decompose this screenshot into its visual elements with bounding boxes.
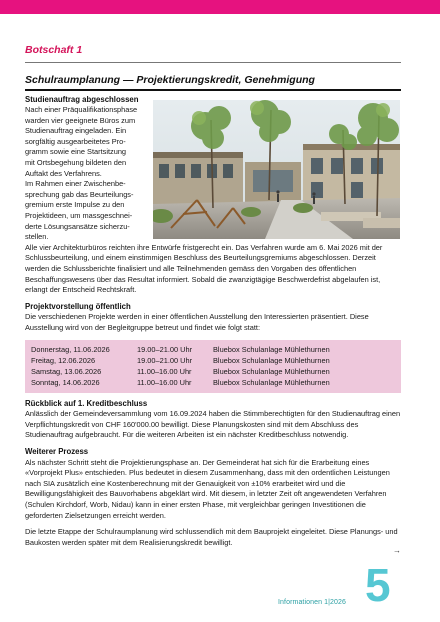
study-line: mit Ortsbegehung bildeten den bbox=[25, 158, 127, 168]
study-heading: Studienauftrag abgeschlossen bbox=[25, 94, 139, 104]
study-line: gramm sowie eine Startsitzung bbox=[25, 147, 127, 157]
headline-divider bbox=[25, 89, 401, 91]
process-text: Als nächster Schritt steht die Projektierungsphase an. Der Gemeinderat hat sich für die Erarbeitung eines «Vorprojekt Plus» entschieden. Plus bedeutet in diesem Zusammenhang, dass mit den ordentlichen Leistungen nach SIA zusätzlich eine Kostenberechnung mit der Genauigkeit von ±10% erarbeitet wird und die Bewilligungsfähigkeit des Bauvorhabens abgeklärt wird. Mit diesem, in letzter Zeit oft angewendeten Verfahren (Schulen Kirchdorf, Worb, Nidau) kann in einer ersten Phase, mit vergleichbar geringen Investitionen die geforderten Zielsetzungen erreicht werden. bbox=[25, 457, 390, 520]
study-line: sorgfältig ausgearbeitetes Pro- bbox=[25, 136, 126, 146]
exhibition-schedule bbox=[25, 340, 401, 393]
schedule-row bbox=[31, 377, 395, 388]
continue-arrow-icon: → bbox=[393, 546, 401, 555]
footer-publication: Informationen 1|2026 bbox=[278, 599, 347, 606]
schedule-place: Bluebox Schulanlage Mühlethurnen bbox=[213, 366, 330, 376]
study-lines bbox=[25, 105, 147, 243]
article bbox=[25, 44, 401, 548]
study-line: derte Lösungsansätze sicherzu- bbox=[25, 221, 130, 231]
schedule-day: Donnerstag, 11.06.2026 bbox=[31, 344, 110, 354]
schedule-row bbox=[31, 344, 395, 355]
schedule-time: 19.00–21.00 Uhr bbox=[137, 355, 193, 365]
study-continuation: Alle vier Architekturbüros reichten ihre Entwürfe fristgerecht ein. Das Verfahren wurde am 6. Mai 2026 mit der Schlussbeurteilung, und einem einstimmigen Beschluss des Beurteilungsgremiums abgeschlossen. Derzeit werden die Schlussberichte finalisiert und alle Teilnehmenden gemäss den Vorgaben des öffentlichen Beschaffungswesens über das Resultat informiert. Sobald die zwanzigtägige Beschwerdefrist abgelaufen ist, erlangt der Entscheid Rechtskraft. bbox=[25, 242, 383, 295]
exhibition-section bbox=[25, 302, 401, 334]
study-line: Nach einer Präqualifikationsphase bbox=[25, 105, 138, 115]
exhibition-heading: Projektvorstellung öffentlich bbox=[25, 301, 131, 311]
schedule-row bbox=[31, 355, 395, 366]
schedule-place: Bluebox Schulanlage Mühlethurnen bbox=[213, 355, 330, 365]
study-line: Im Rahmen einer Zwischenbe- bbox=[25, 179, 126, 189]
process-section bbox=[25, 447, 401, 548]
study-line: gremium erste Impulse zu den bbox=[25, 200, 125, 210]
review-section bbox=[25, 399, 401, 441]
schedule-day: Freitag, 12.06.2026 bbox=[31, 355, 96, 365]
schedule-place: Bluebox Schulanlage Mühlethurnen bbox=[213, 344, 330, 354]
review-heading: Rückblick auf 1. Kreditbeschluss bbox=[25, 398, 148, 408]
kicker-divider bbox=[25, 62, 401, 63]
intro-block bbox=[25, 95, 401, 243]
review-text: Anlässlich der Gemeindeversammlung vom 16.09.2024 haben die Stimmberechtigten für den Studienauftrag einen Verpflichtungskredit von CHF 160'000.00 bewilligt. Diese Planungskosten sind mit dem Abschluss des Studienauftrag aufgebraucht. Für die weiteren Arbeiten ist ein nächster Kreditbeschluss notwendig. bbox=[25, 409, 401, 440]
exhibition-text: Die verschiedenen Projekte werden in einer öffentlichen Ausstellung den Interessierten präsentiert. Diese Ausstellung wird von der Begleitgruppe betreut und findet wie folgt statt: bbox=[25, 312, 369, 332]
schedule-day: Samstag, 13.06.2026 bbox=[31, 366, 102, 376]
schoolyard-illustration bbox=[153, 100, 400, 239]
schedule-time: 11.00–16.00 Uhr bbox=[137, 366, 192, 376]
section-kicker: Botschaft 1 bbox=[25, 44, 83, 56]
study-line: warden vier geeignete Büros zum bbox=[25, 115, 136, 125]
schoolyard-photo bbox=[153, 100, 400, 239]
study-line: sprechung gab das Beurteilungs- bbox=[25, 189, 134, 199]
process-heading: Weiterer Prozess bbox=[25, 446, 89, 456]
schedule-time: 19.00–21.00 Uhr bbox=[137, 344, 193, 354]
schedule-time: 11.00–16.00 Uhr bbox=[137, 377, 192, 387]
study-line: Projektideen, um massgeschnei- bbox=[25, 211, 133, 221]
study-line: stellen. bbox=[25, 232, 49, 242]
intro-text bbox=[25, 95, 147, 243]
study-line: Studienauftrag eingeladen. Ein bbox=[25, 126, 127, 136]
study-line: Auftakt des Verfahrens. bbox=[25, 168, 102, 178]
page-number: 5 bbox=[365, 559, 391, 611]
top-color-bar bbox=[0, 0, 440, 14]
schedule-place: Bluebox Schulanlage Mühlethurnen bbox=[213, 377, 330, 387]
article-headline: Schulraumplanung — Projektierungskredit, Genehmigung bbox=[25, 74, 315, 86]
process-final-text: Die letzte Etappe der Schulraumplanung wird schlussendlich mit dem Bauprojekt eingeleitet. Diese Planungs- und Baukosten werden später mit dem Realisierungskredit bewilligt. bbox=[25, 527, 398, 547]
schedule-row bbox=[31, 366, 395, 377]
schedule-day: Sonntag, 14.06.2026 bbox=[31, 377, 100, 387]
